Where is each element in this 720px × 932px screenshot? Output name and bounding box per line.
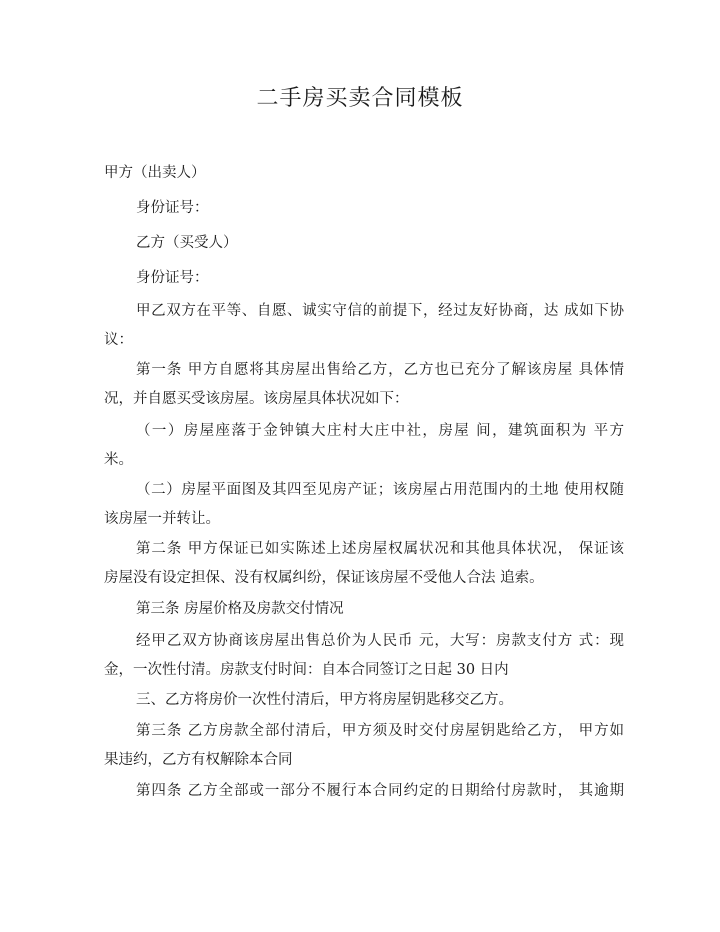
article-3b-line-2: 果违约，乙方有权解除本合同 xyxy=(104,752,293,768)
article-1-line-1: 第一条 甲方自愿将其房屋出售给乙方，乙方也已充分了解该房屋 具体情 xyxy=(136,362,624,378)
article-1-paragraph xyxy=(104,356,624,414)
price-line-1: 经甲乙双方协商该房屋出售总价为人民币 元，大写：房款支付方 式：现 xyxy=(136,633,624,649)
article-2-paragraph xyxy=(104,535,624,593)
item-1-line-1: （一）房屋座落于金钟镇大庄村大庄中社，房屋 间，建筑面积为 平方 xyxy=(136,423,624,439)
item-1-paragraph xyxy=(104,417,624,475)
intro-paragraph xyxy=(104,297,624,355)
item-2-line-2: 该房屋一并转让。 xyxy=(104,511,220,527)
price-line-2: 金，一次性付清。房款支付时间：自本合同签订之日起 30 日内 xyxy=(104,662,509,678)
intro-line-2: 议： xyxy=(104,332,133,348)
intro-line-1: 甲乙双方在平等、自愿、诚实守信的前提下，经过友好协商，达 成如下协 xyxy=(136,303,624,319)
article-2-line-1: 第二条 甲方保证已如实陈述上述房屋权属状况和其他具体状况， 保证该 xyxy=(136,541,624,557)
article-3-heading: 第三条 房屋价格及房款交付情况 xyxy=(136,601,344,617)
party-b-label: 乙方（买受人） xyxy=(136,235,238,251)
party-a-label: 甲方（出卖人） xyxy=(104,165,206,181)
item-2-line-1: （二）房屋平面图及其四至见房产证；该房屋占用范围内的土地 使用权随 xyxy=(136,482,624,498)
item-3-line: 三、乙方将房价一次性付清后，甲方将房屋钥匙移交乙方。 xyxy=(136,692,513,708)
article-4-paragraph xyxy=(104,777,624,806)
article-1-line-2: 况，并自愿买受该房屋。该房屋具体状况如下： xyxy=(104,391,409,407)
item-2-paragraph xyxy=(104,476,624,534)
article-4-line-1: 第四条 乙方全部或一部分不履行本合同约定的日期给付房款时， 其逾期 xyxy=(136,783,624,799)
item-1-line-2: 米。 xyxy=(104,452,133,468)
article-3b-paragraph xyxy=(104,717,624,775)
party-a-id-label: 身份证号： xyxy=(136,200,209,216)
page-title: 二手房买卖合同模板 xyxy=(256,86,464,111)
article-3b-line-1: 第三条 乙方房款全部付清后，甲方须及时交付房屋钥匙给乙方， 甲方如 xyxy=(136,723,624,739)
article-2-line-2: 房屋没有设定担保、没有权属纠纷，保证该房屋不受他人合法 追索。 xyxy=(104,570,544,586)
party-b-id-label: 身份证号： xyxy=(136,270,209,286)
price-paragraph xyxy=(104,627,624,685)
